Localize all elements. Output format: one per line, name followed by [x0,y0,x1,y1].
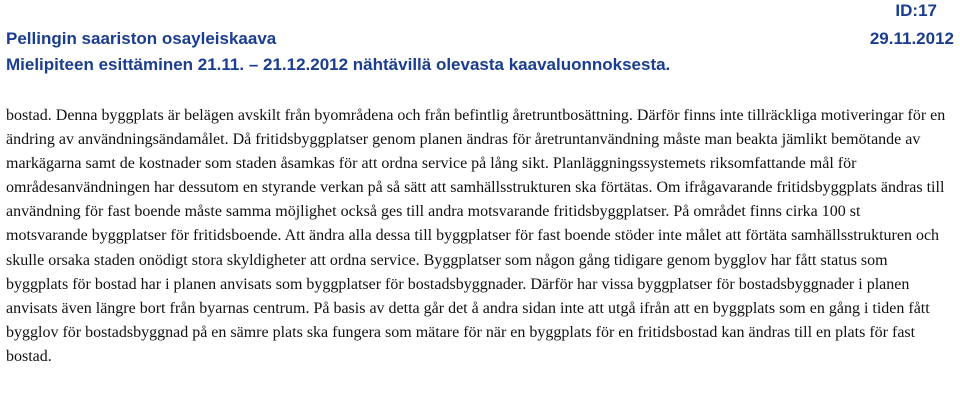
document-subtitle: Mielipiteen esittäminen 21.11. – 21.12.2012 nähtävillä olevasta kaavaluonnoksesta. [6,55,671,74]
document-id: ID:17 [895,1,937,20]
plan-title: Pellingin saariston osayleiskaava [6,29,277,48]
document-date: 29.11.2012 [869,29,954,48]
document-header [0,0,960,90]
body-paragraph: bostad. Denna byggplats är belägen avskilt från byområdena och från befintlig åretruntbosättning. Därför finns inte tillräckliga motiveringar för en ändring av användningsändamålet. Då fritidsbyggplatser genom planen ändras för åretruntanvändning måste man beakta jämlikt bemötande av markägarna samt de kostnader som staden åsamkas för att ordna service på lång sikt. Planläggningssystemets riksomfattande mål för områdesanvändningen har dessutom en styrande verkan på så sätt att samhällsstrukturen ska förtätas. Om ifrågavarande fritidsbyggplats ändras till användning för fast boende måste samma möjlighet också ges till andra motsvarande fritidsbyggplatser. På området finns cirka 100 st motsvarande byggplatser för fritidsboende. Att ändra alla dessa till byggplatser för fast boende stöder inte målet att förtäta samhällsstrukturen och skulle orsaka staden onödigt stora skyldigheter att ordna service. Byggplatser som någon gång tidigare genom bygglov har fått status som byggplats för bostad har i planen anvisats som byggplatser för bostadsbyggnader. Därför har vissa byggplatser för bostadsbyggnader i planen anvisats även längre bort från byarnas centrum. På basis av detta går det å andra sidan inte att utgå ifrån att en byggplats som en gång i tiden fått bygglov för bostadsbyggnad på en sämre plats ska fungera som mätare för när en byggplats för en fritidsbostad kan ändras till en plats för fast bostad. [6,107,946,365]
